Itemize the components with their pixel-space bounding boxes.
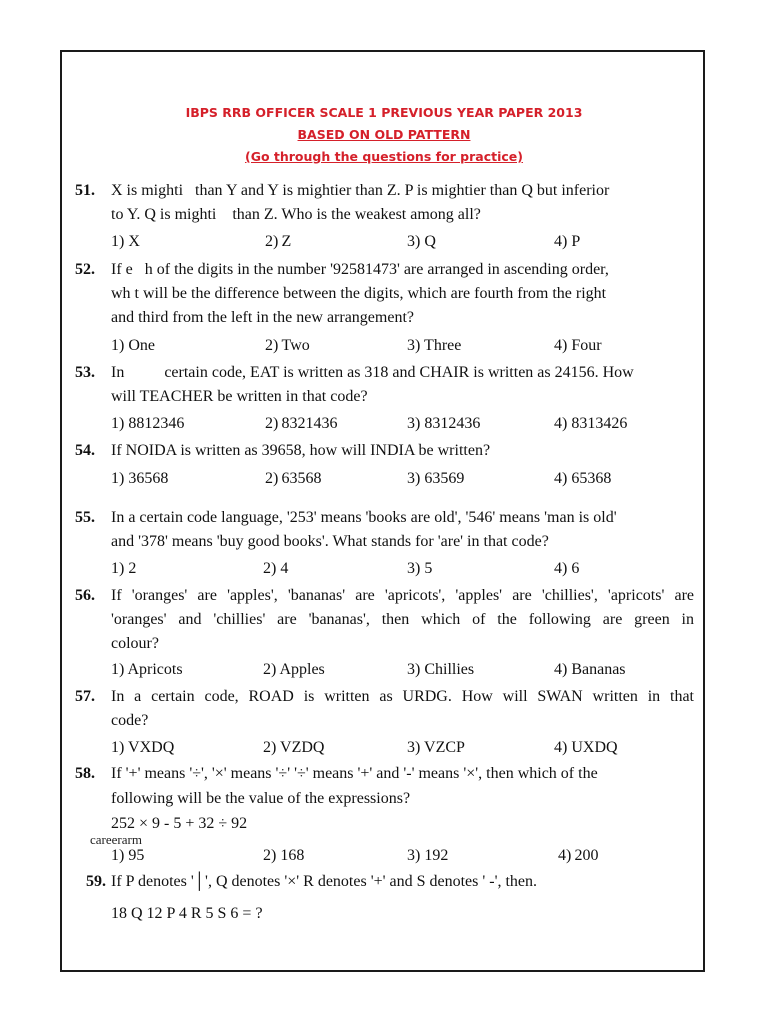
option-2: 2) Z bbox=[265, 233, 292, 250]
option-1: 1) VXDQ bbox=[111, 739, 175, 756]
option-4: 4) 200 bbox=[558, 847, 599, 864]
paper-instruction: (Go through the questions for practice) bbox=[244, 149, 523, 164]
option-3: 3) Q bbox=[407, 233, 436, 250]
question-number: 59. bbox=[86, 873, 106, 890]
question-number: 53. bbox=[75, 364, 95, 381]
option-4: 4) 65368 bbox=[554, 470, 612, 487]
question-text-line: If P denotes '│', Q denotes '×' R denotes '+' and S denotes ' -', then. bbox=[111, 873, 538, 890]
question-expression: 252 × 9 - 5 + 32 ÷ 92 bbox=[111, 815, 248, 832]
option-3: 3) 192 bbox=[407, 847, 449, 864]
option-1: 1) 36568 bbox=[111, 470, 169, 487]
option-3: 3) 5 bbox=[407, 560, 433, 577]
option-1: 1) X bbox=[111, 233, 140, 250]
option-3: 3) Three bbox=[407, 337, 462, 354]
option-4: 4) Bananas bbox=[554, 661, 626, 678]
question-text-line: If e h of the digits in the number '92581473' are arranged in ascending order, bbox=[111, 261, 609, 278]
option-2: 2) 168 bbox=[263, 847, 305, 864]
option-4: 4) P bbox=[554, 233, 581, 250]
paper-subtitle: BASED ON OLD PATTERN bbox=[297, 127, 471, 142]
option-4: 4) 6 bbox=[554, 560, 580, 577]
question-number: 54. bbox=[75, 442, 95, 459]
option-2: 2) 63568 bbox=[265, 470, 322, 487]
option-4: 4) UXDQ bbox=[554, 739, 618, 756]
option-1: 1) Apricots bbox=[111, 661, 183, 678]
question-number: 52. bbox=[75, 261, 95, 278]
option-2: 2) 4 bbox=[263, 560, 289, 577]
option-2: 2) VZDQ bbox=[263, 739, 325, 756]
option-3: 3) 63569 bbox=[407, 470, 465, 487]
question-number: 57. bbox=[75, 688, 95, 705]
option-1: 1) 95 bbox=[111, 847, 145, 864]
question-text-line: 'oranges' and 'chillies' are 'bananas', then which of the following are green in bbox=[111, 611, 694, 628]
option-2: 2) 8321436 bbox=[265, 415, 338, 432]
question-number: 56. bbox=[75, 587, 95, 604]
question-text-line: wh t will be the difference between the digits, which are fourth from the right bbox=[111, 285, 607, 302]
question-number: 55. bbox=[75, 509, 95, 526]
option-3: 3) 8312436 bbox=[407, 415, 481, 432]
question-expression: 18 Q 12 P 4 R 5 S 6 = ? bbox=[111, 905, 263, 922]
option-2: 2) Two bbox=[265, 337, 310, 354]
option-1: 1) One bbox=[111, 337, 155, 354]
question-text-line: If 'oranges' are 'apples', 'bananas' are 'apricots', 'apples' are 'chillies', 'apricots' are bbox=[111, 587, 694, 604]
option-1: 1) 8812346 bbox=[111, 415, 185, 432]
question-text-line: to Y. Q is mighti than Z. Who is the weakest among all? bbox=[111, 206, 481, 223]
question-text-line: and '378' means 'buy good books'. What stands for 'are' in that code? bbox=[111, 533, 549, 550]
option-4: 4) 8313426 bbox=[554, 415, 628, 432]
option-4: 4) Four bbox=[554, 337, 602, 354]
question-text-line: If '+' means '÷', '×' means '÷' '÷' means '+' and '-' means '×', then which of the bbox=[111, 765, 598, 782]
question-text-line: If NOIDA is written as 39658, how will INDIA be written? bbox=[111, 442, 491, 459]
question-text-line: In a certain code, ROAD is written as URDG. How will SWAN written in that bbox=[111, 688, 694, 705]
question-text-line: In a certain code language, '253' means 'books are old', '546' means 'man is old' bbox=[111, 509, 617, 526]
question-number: 58. bbox=[75, 765, 95, 782]
question-text-line: following will be the value of the expressions? bbox=[111, 790, 411, 807]
question-text-line: colour? bbox=[111, 635, 159, 652]
question-number: 51. bbox=[75, 182, 95, 199]
option-1: 1) 2 bbox=[111, 560, 137, 577]
option-3: 3) Chillies bbox=[407, 661, 475, 678]
option-3: 3) VZCP bbox=[407, 739, 465, 756]
question-text-line: will TEACHER be written in that code? bbox=[111, 388, 368, 405]
question-text-line: and third from the left in the new arrangement? bbox=[111, 309, 414, 326]
paper-title: IBPS RRB OFFICER SCALE 1 PREVIOUS YEAR PAPER 2013 bbox=[185, 105, 583, 120]
question-text-line: In certain code, EAT is written as 318 and CHAIR is written as 24156. How bbox=[111, 364, 634, 381]
watermark-text: careerarm bbox=[90, 832, 142, 847]
question-text-line: code? bbox=[111, 712, 149, 729]
question-text-line: X is mighti than Y and Y is mightier than Z. P is mightier than Q but inferior bbox=[111, 182, 610, 199]
option-2: 2) Apples bbox=[263, 661, 325, 678]
